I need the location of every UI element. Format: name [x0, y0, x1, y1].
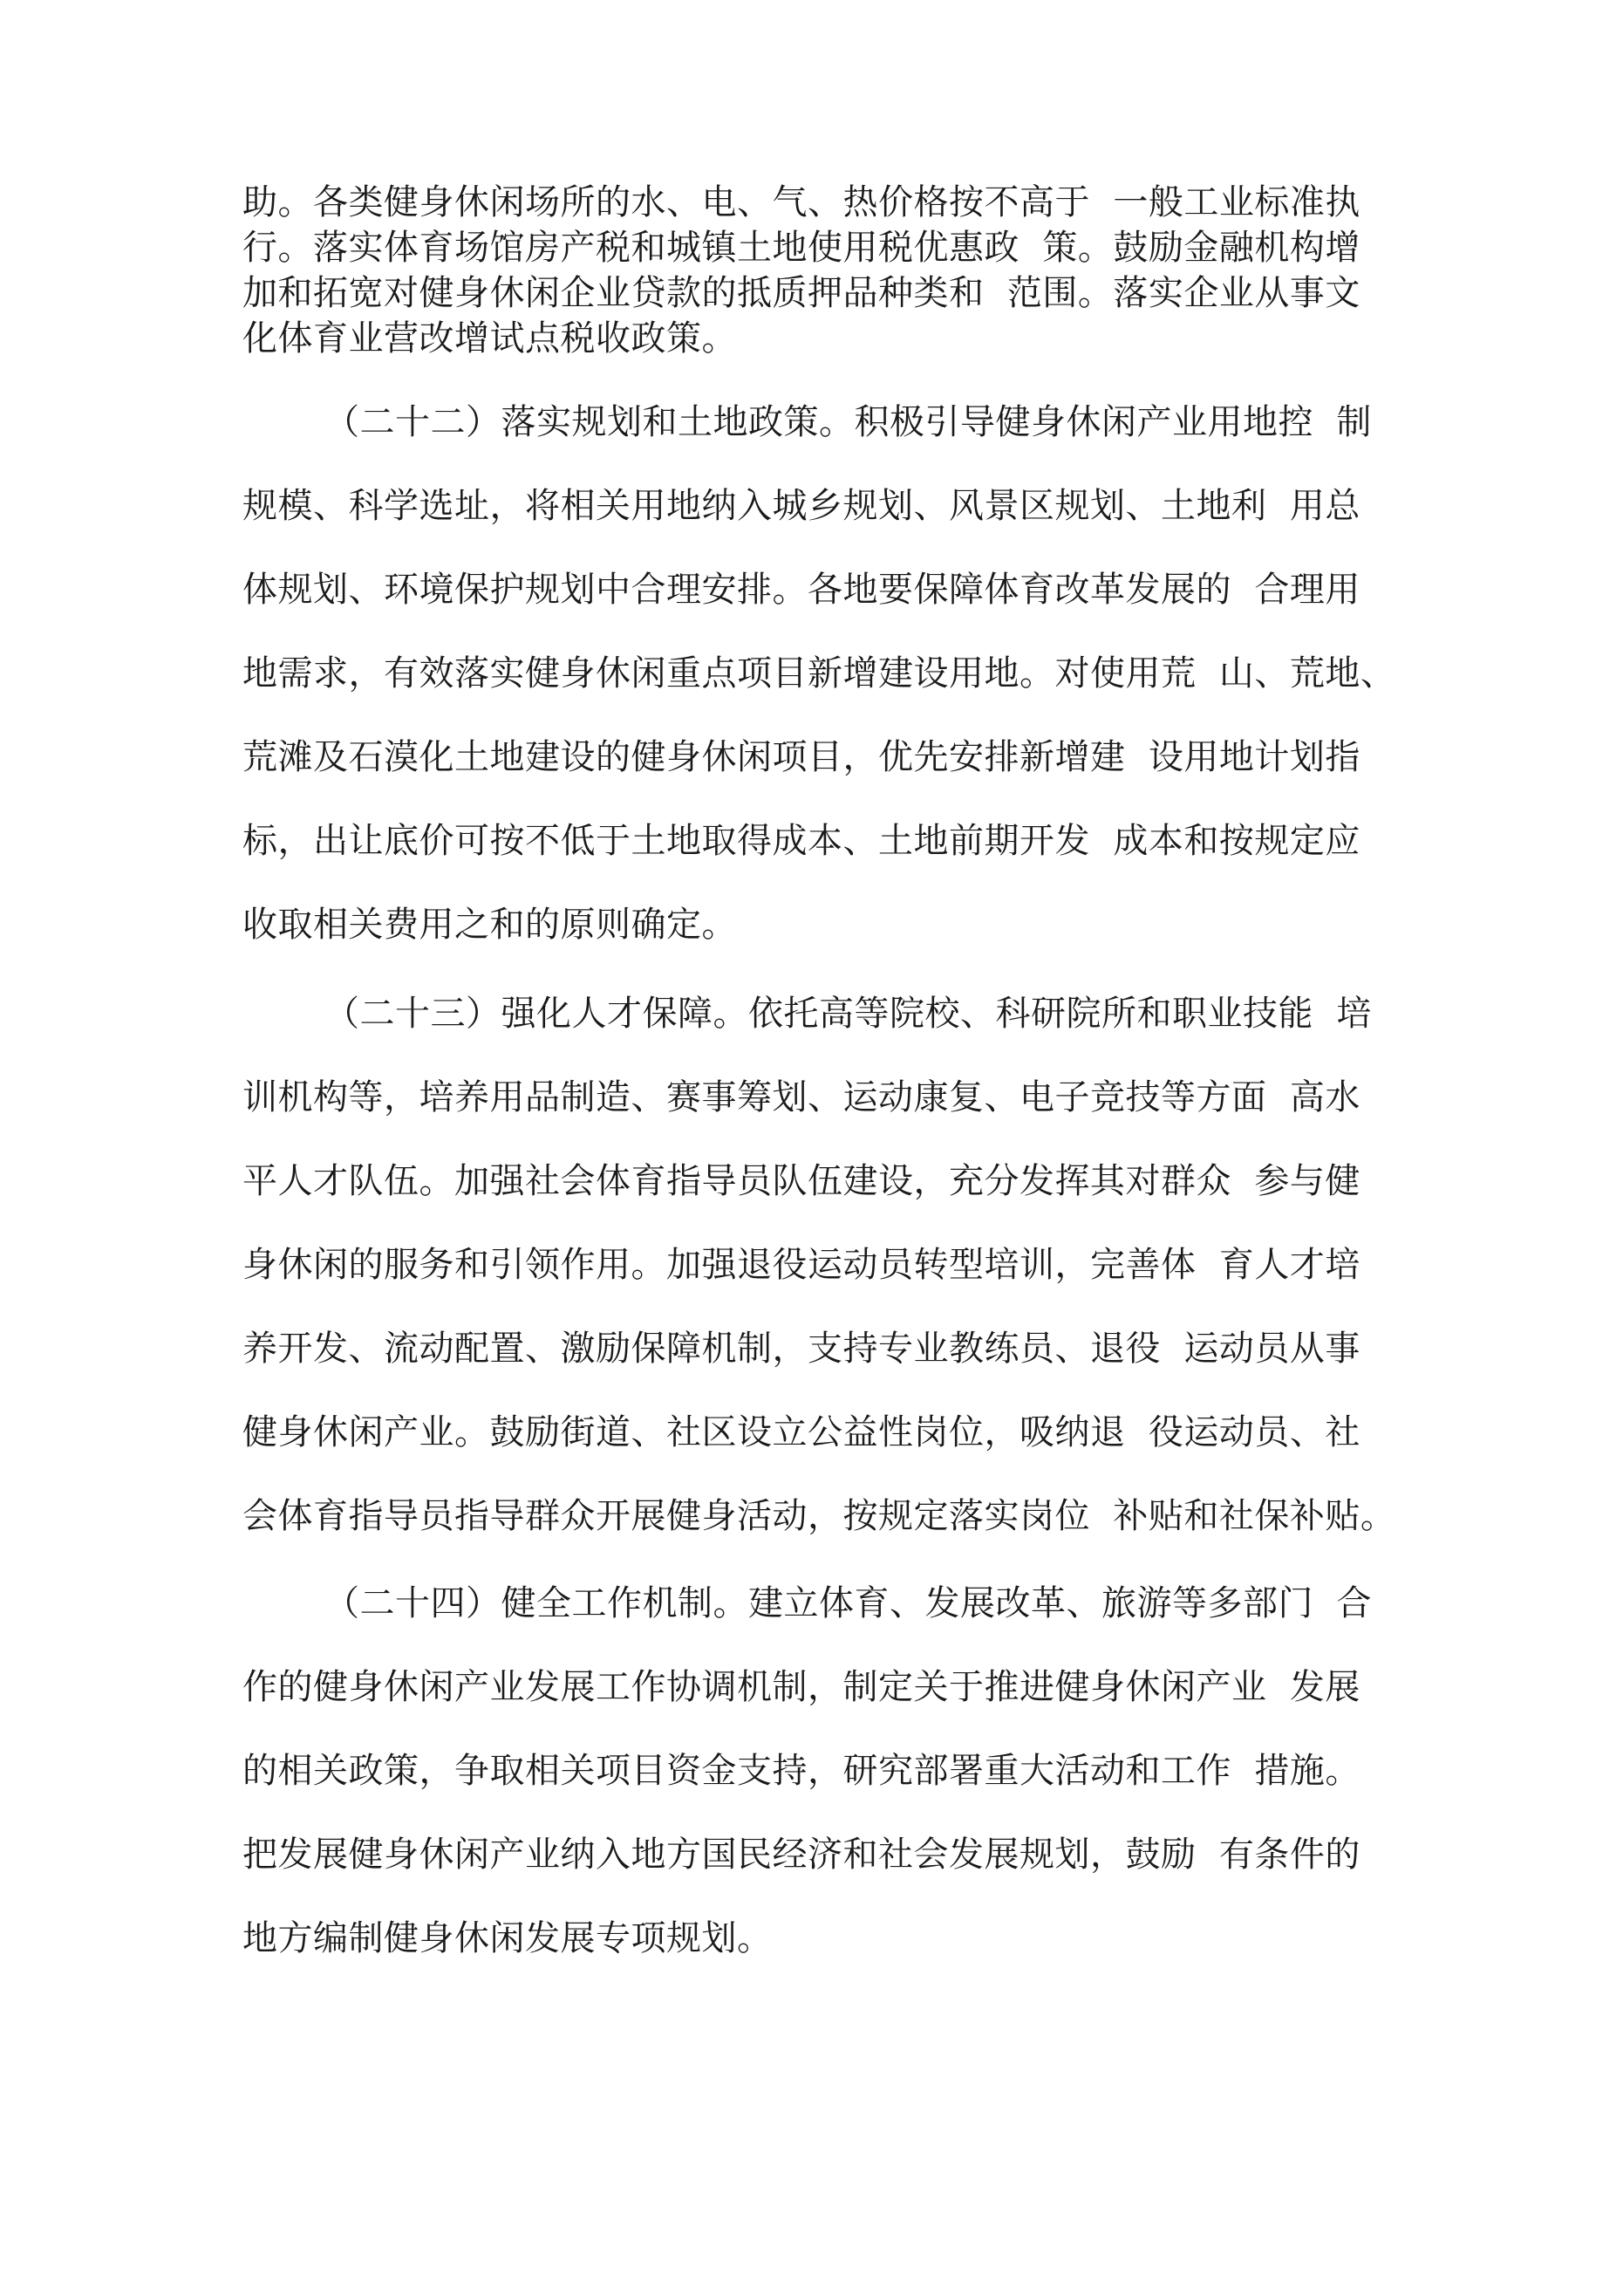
- paragraph-22-line-6: 标，出让底价可按不低于土地取得成本、土地前期开发 成本和按规定应: [242, 821, 1360, 861]
- paragraph-1-line-4: 化体育业营改增试点税收政策。: [242, 318, 737, 359]
- paragraph-24-line-3: 的相关政策，争取相关项目资金支持，研究部署重大活动和工作 措施。: [242, 1751, 1360, 1791]
- paragraph-22-line-3: 体规划、环境保护规划中合理安排。各地要保障体育改革发展的 合理用: [242, 570, 1360, 610]
- paragraph-24-line-5: 地方编制健身休闲发展专项规划。: [242, 1918, 773, 1958]
- paragraph-22-line-5: 荒滩及石漠化土地建设的健身休闲项目，优先安排新增建 设用地计划指: [242, 737, 1360, 777]
- paragraph-23-line-3: 平人才队伍。加强社会体育指导员队伍建设，充分发挥其对群众 参与健: [242, 1161, 1360, 1201]
- paragraph-23-line-1: （二十三）强化人才保障。依托高等院校、科研院所和职业技能 培: [324, 994, 1372, 1034]
- paragraph-22-line-1: （二十二）落实规划和土地政策。积极引导健身休闲产业用地控 制: [324, 402, 1372, 442]
- paragraph-22-line-2: 规模、科学选址，将相关用地纳入城乡规划、风景区规划、土地利 用总: [242, 486, 1360, 526]
- paragraph-1-line-1: 助。各类健身休闲场所的水、电、气、热价格按不高于 一般工业标准执: [242, 182, 1360, 222]
- paragraph-23-line-5: 养开发、流动配置、激励保障机制，支持专业教练员、退役 运动员从事: [242, 1329, 1360, 1369]
- paragraph-23-line-6: 健身休闲产业。鼓励街道、社区设立公益性岗位，吸纳退 役运动员、社: [242, 1412, 1360, 1452]
- paragraph-1-line-2: 行。落实体育场馆房产税和城镇土地使用税优惠政 策。鼓励金融机构增: [242, 228, 1360, 268]
- paragraph-23-line-2: 训机构等，培养用品制造、赛事筹划、运动康复、电子竞技等方面 高水: [242, 1077, 1360, 1117]
- paragraph-24-line-1: （二十四）健全工作机制。建立体育、发展改革、旅游等多部门 合: [324, 1583, 1372, 1623]
- paragraph-1-line-3: 加和拓宽对健身休闲企业贷款的抵质押品种类和 范围。落实企业从事文: [242, 273, 1360, 313]
- paragraph-22-line-7: 收取相关费用之和的原则确定。: [242, 905, 737, 945]
- paragraph-22-line-4: 地需求，有效落实健身休闲重点项目新增建设用地。对使用荒 山、荒地、: [242, 653, 1396, 694]
- paragraph-23-line-7: 会体育指导员指导群众开展健身活动，按规定落实岗位 补贴和社保补贴。: [242, 1496, 1396, 1536]
- paragraph-24-line-2: 作的健身休闲产业发展工作协调机制，制定关于推进健身休闲产业 发展: [242, 1667, 1360, 1707]
- paragraph-24-line-4: 把发展健身休闲产业纳入地方国民经济和社会发展规划，鼓励 有条件的: [242, 1835, 1360, 1875]
- paragraph-23-line-4: 身休闲的服务和引领作用。加强退役运动员转型培训，完善体 育人才培: [242, 1245, 1360, 1285]
